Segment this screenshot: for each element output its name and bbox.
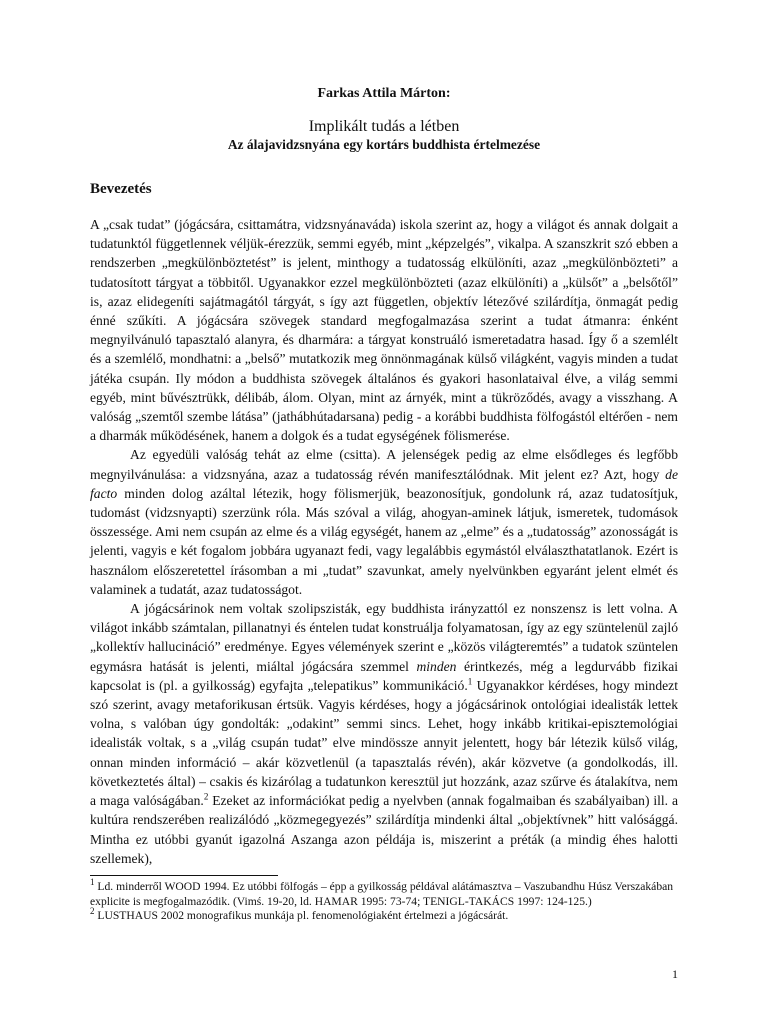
footnote-text: LUSTHAUS 2002 monografikus munkája pl. fenomenológiaként értelmezi a jógácsárát. xyxy=(94,909,509,923)
section-heading: Bevezetés xyxy=(90,181,152,197)
page-number: 1 xyxy=(672,967,678,981)
footnote-mark: 2 xyxy=(90,906,95,917)
paragraph-2 xyxy=(90,445,678,599)
footnote-divider xyxy=(90,875,278,876)
footnote-ref-2[interactable]: 2 xyxy=(203,791,209,802)
footnote-text: Ld. minderről WOOD 1994. Ez utóbbi fölfogás – épp a gyilkosság példával alátámasztva – Vaszubandhu Húsz Verszakában explicite is megfogalmazódik. (Vimś. 19-20, ld. HAMAR 1995: 73-74; TENIGL-TAKÁCS 1997: 124-125.) xyxy=(90,880,674,908)
emphasis-text: minden xyxy=(416,658,457,674)
document-subtitle: Az álajavidzsnyána egy kortárs buddhista értelmezése xyxy=(227,137,541,152)
document-title: Implikált tudás a létben xyxy=(308,118,460,135)
footnote-ref-1[interactable]: 1 xyxy=(467,676,473,687)
footnotes xyxy=(90,877,678,924)
paragraph-text: Ezeket az információkat pedig a nyelvben (annak fogalmaiban és szabályaiban) ill. a kultúra rendszerében realizálódó „közmegegyezés” szilárdítja mindenki által „objektívnek” hitt valósággá. Mintha ez utóbbi gyanút igazolná Aszanga azon példája is, miszerint a préták (a mindig éhes halotti szellemek), xyxy=(90,793,679,866)
paragraph-3 xyxy=(90,599,678,868)
author-name: Farkas Attila Márton: xyxy=(317,86,451,101)
paragraph-1 xyxy=(90,215,678,445)
emphasis-text: de facto xyxy=(90,466,678,501)
footnote-2 xyxy=(90,906,678,924)
footnote-mark: 1 xyxy=(90,877,95,888)
paragraph-text: Ugyanakkor kérdéses, hogy mindezt szó szerint, avagy metaforikusan értsük. Vagyis kérdéses, hogy a jógácsárinok ontológiai idealisták lettek volna, s valóban úgy gondolták: „odakint” semmi sincs. Lehet, hogy inkább kritikai-episztemológiai idealisták voltak, s a „világ csupán tudat” elve mindössze annyit jelentett, hogy bár létezik külső világ, onnan minden információ – akár közvetlenül (a tapasztalás révén), akár közvetve (a gondolkodás, ill. következtetés által) – csakis és kizárólag a tudatunkon keresztül jut hozzánk, azaz szűrve és átalakítva, nem a maga valóságában. xyxy=(90,677,678,809)
paragraph-text: minden dolog azáltal létezik, hogy fölismerjük, beazonosítjuk, gondolunk rá, azaz tudatosítjuk, tudomást (vidzsnyapti) szerzünk róla. Más szóval a világ, ahogyan-aminek látjuk, ismeretek, tudomások összessége. Ami nem csupán az elme és a világ egységét, hanem az „elme” és a „tudatosság” azonosságát is jelenti, vagyis e két fogalom jobbára ugyanazt fedi, vagy legalábbis egymástól elválaszthatatlanok. Ezért is használom előszeretettel írásomban a mi „tudat” szavunkat, amely nyelvünkben egyaránt jelent elmét és valaminek a tudatát, azaz tudatosságot. xyxy=(90,485,678,597)
footnote-1 xyxy=(90,877,678,909)
paragraph-text: érintkezés, még a legdurvább fizikai kapcsolat is (pl. a gyilkosság) egyfajta „telepatikus” kommunikáció. xyxy=(90,658,679,693)
body-text xyxy=(90,215,678,868)
paragraph-text: A jógácsárinok nem voltak szolipszisták, egy buddhista irányzattól ez nonszensz is lett volna. A világot inkább számtalan, pillanatnyi és éntelen tudat konstruálja folyamatosan, így az egy szüntelenül zajló „kollektív hallucináció” eredménye. Egyes vélemények szerint e „közös világteremtés” a tudatok szüntelen egymásra hatását is jelenti, miáltal jógácsára szemmel xyxy=(90,601,678,674)
paragraph-text: A „csak tudat” (jógácsára, csittamátra, vidzsnyánaváda) iskola szerint az, hogy a világot és annak dolgait a tudatunktól függetlennek véljük-érezzük, semmi egyéb, mint „képzelgés”, vikalpa. A szanszkrit szó ebben a rendszerben „megkülönböztetést” is jelent, minthogy a tudatosság elkülöníti, azaz „megkülönbözteti” a tudatosított tárgyat a többitől. Ugyanakkor ezzel megkülönbözteti (azaz elkülöníti) a „külsőt” a „belsőtől” is, azaz elidegeníti sajátmagától tárgyát, s így azt független, objektív létezővé szilárdítja, önmagát pedig énné szűkíti. A jógácsára szövegek standard megfogalmazása szerint a tudat átmanra: énként megnyilvánuló tapasztaló alanyra, és dharmára: a tárgyat konstruáló ismeretadatra hasad. Így ő a szemlélt és a szemlélő, mondhatni: a „belső” mutatkozik meg önnönmagának külső világként, vagyis minden a tudat játéka csupán. Ily módon a buddhista szövegek általános és gyakori hasonlataival élve, a világ semmi egyéb, mint bűvésztrükk, délibáb, álom. Olyan, mint az árnyék, mint a tükröződés, avagy a visszhang. A valóság „szemtől szembe látása” (jathábhútadarsana) pedig - a korábbi buddhista fölfogástól eltérően - nem a dharmák működésének, hanem a dolgok és a tudat egységének fölismerése. xyxy=(90,217,678,444)
paragraph-text: Az egyedüli valóság tehát az elme (csitta). A jelenségek pedig az elme elsődleges és legfőbb megnyilvánulása: a vidzsnyána, azaz a tudatosság révén manifesztálódnak. Mit jelent ez? Azt, hogy xyxy=(90,447,678,482)
